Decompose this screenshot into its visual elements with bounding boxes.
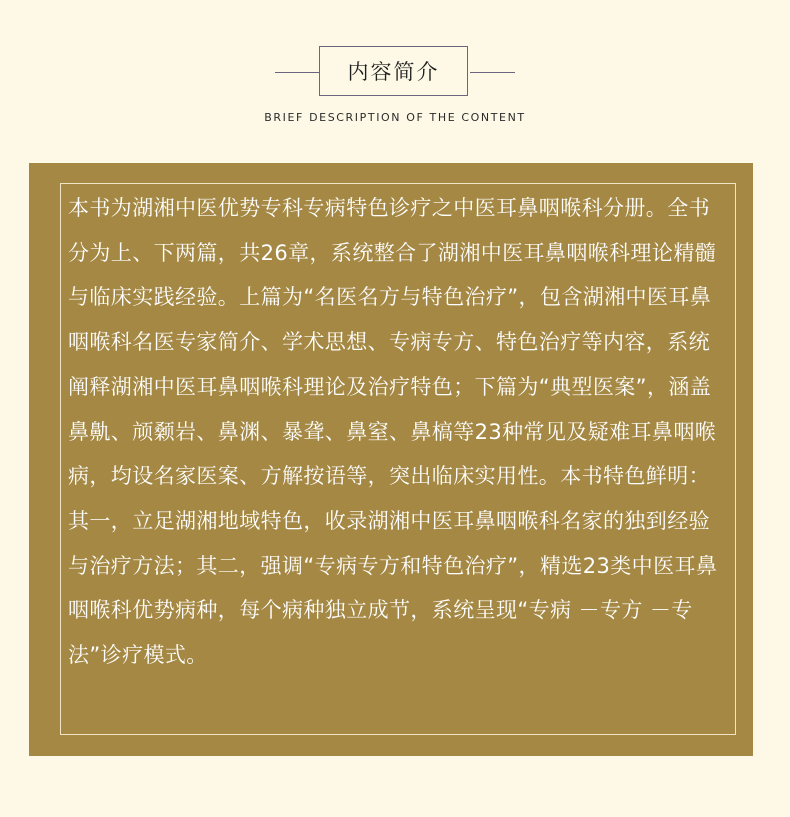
section-title: 内容简介 [319,46,468,96]
description-text: 本书为湖湘中医优势专科专病特色诊疗之中医耳鼻咽喉科分册。全书分为上、下两篇，共26章，系统整合了湖湘中医耳鼻咽喉科理论精髓与临床实践经验。上篇为“名医名方与特色治疗”，包含湖湘中医耳鼻咽喉科名医专家简介、学术思想、专病专方、特色治疗等内容，系统阐释湖湘中医耳鼻咽喉科理论及治疗特色；下篇为“典型医案”，涵盖鼻鼽、颃颡岩、鼻渊、暴聋、鼻窒、鼻槁等23种常见及疑难耳鼻咽喉病，均设名家医案、方解按语等，突出临床实用性。本书特色鲜明：其一，立足湖湘地域特色，收录湖湘中医耳鼻咽喉科名家的独到经验与治疗方法；其二，强调“专病专方和特色治疗”，精选23类中医耳鼻咽喉科优势病种，每个病种独立成节，系统呈现“专病 －专方 －专法”诊疗模式。 [68,196,718,668]
title-divider-right [470,72,515,73]
section-subtitle: BRIEF DESCRIPTION OF THE CONTENT [264,111,526,124]
title-divider-left [275,72,319,73]
section-header [0,0,790,140]
